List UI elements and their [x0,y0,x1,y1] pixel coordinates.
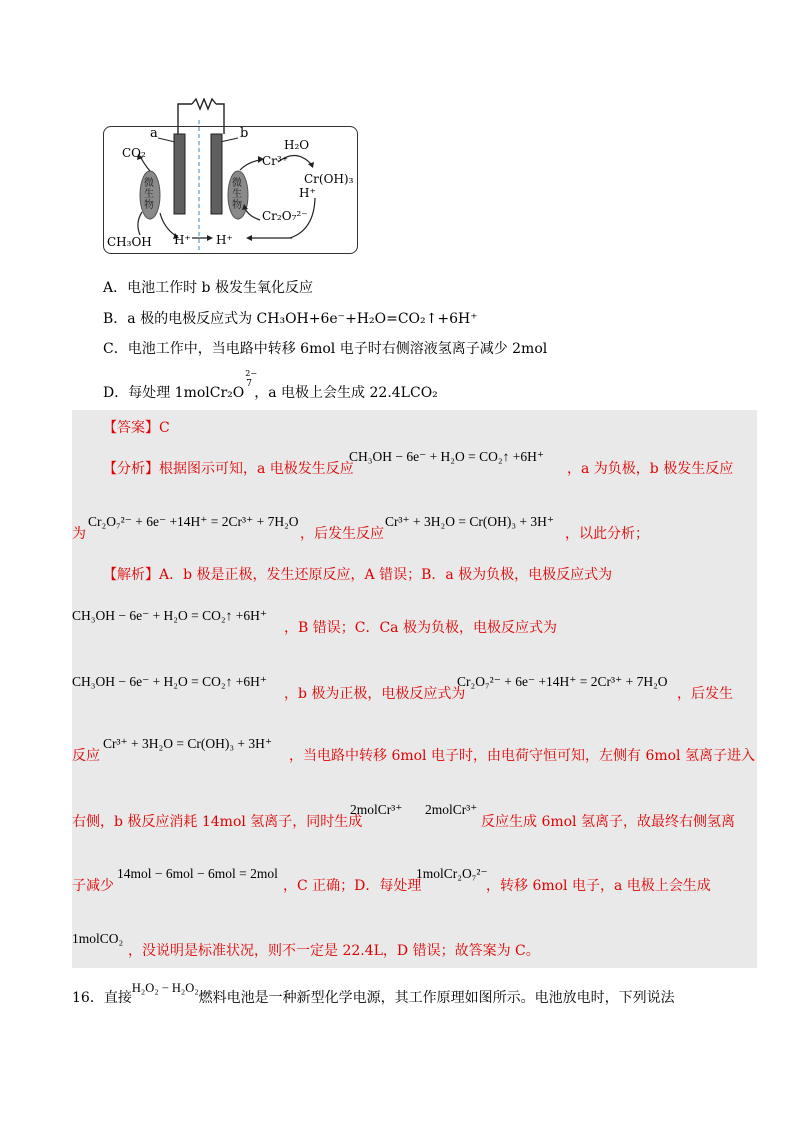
equation-anode-1: CH₃OH − 6e⁻ + H₂O = CO₂↑ +6H⁺ [349,449,544,464]
equation-anode-3: CH₃OH − 6e⁻ + H₂O = CO₂↑ +6H⁺ [72,674,267,689]
equation-cathode-1: Cr₂O₇²⁻ + 6e⁻ +14H⁺ = 2Cr³⁺ + 7H₂O [88,514,299,529]
equation-hydrolysis-2: Cr³⁺ + 3H₂O = Cr(OH)₃ + 3H⁺ [103,736,273,751]
option-d-sub: 7 [246,379,252,389]
analysis-text-1: 根据图示可知，a 电极发生反应 [159,461,354,477]
explain-text-2: ，B 错误；C．Ca 极为负极，电极反应式为 [284,620,557,636]
equation-hydrogen-balance: 14mol − 6mol − 6mol = 2mol [117,866,278,881]
explain-text-11: ，转移 6mol 电子，a 电极上会生成 [486,878,711,894]
explain-tag: 【解析】 [103,567,159,583]
option-d-suffix: ，a 电极上会生成 22.4LCO₂ [254,385,438,401]
q16-formula: H₂O₂ − H₂O₂ [131,981,199,995]
label-cr3: Cr³⁺ [262,154,289,168]
analysis-text-2: ，a 为负极，b 极发生反应 [567,461,734,477]
explain-text-4: ，后发生 [677,686,733,702]
explain-text-1: A．b 极是正极，发生还原反应，A 错误；B．a 极为负极，电极反应式为 [159,567,613,583]
option-d-sup: 2− [245,369,258,378]
analysis-text-5: ，以此分析； [565,526,649,542]
label-croh3: Cr(OH)₃ [304,172,354,186]
equation-hydrolysis-1: Cr³⁺ + 3H₂O = Cr(OH)₃ + 3H⁺ [385,514,555,529]
label-h2o: H₂O [284,138,310,152]
explain-text-12: ，没说明是标准状况，则不一定是 22.4L，D 错误；故答案为 C。 [128,943,540,959]
label-h-plus-right: H⁺ [216,233,233,247]
label-ch3oh: CH₃OH [107,235,152,249]
explain-line-1 [103,565,612,585]
analysis-tag: 【分析】 [103,461,159,477]
analysis-tag-and-text [103,459,354,479]
question-16 [72,981,675,1008]
equation-2molcr-2: 2molCr³⁺ [425,802,478,817]
option-b: B．a 极的电极反应式为 CH₃OH+6e⁻+H₂O=CO₂↑+6H⁺ [103,311,478,327]
explain-text-6: ，当电路中转移 6mol 电子时，由电荷守恒可知，左侧有 6mol 氢离子进入 [289,748,755,764]
q16-prefix: 16．直接 [72,990,132,1006]
option-c: C．电池工作中，当电路中转移 6mol 电子时右侧溶液氢离子减少 2mol [103,341,548,357]
option-a: A．电池工作时 b 极发生氧化反应 [103,280,313,296]
microbe-right-text: 微生物 [232,178,242,211]
equation-2molcr-1: 2molCr³⁺ [350,802,403,817]
equation-anode-2: CH₃OH − 6e⁻ + H₂O = CO₂↑ +6H⁺ [72,608,267,623]
explain-text-10: ，C 正确；D．每处理 [283,878,422,894]
label-electrode-a: a [150,126,158,141]
analysis-text-3: 为 [72,526,86,542]
explain-text-8: 反应生成 6mol 氢离子，故最终右侧氢离 [481,814,735,830]
explain-text-9: 子减少 [72,878,114,894]
option-d-prefix: D．每处理 1molCr₂O [103,385,245,401]
answer-value: C [159,420,170,436]
explain-text-7: 右侧，b 极反应消耗 14mol 氢离子，同时生成 [72,814,363,830]
answer-line [103,418,170,438]
label-co2: CO₂ [122,146,146,160]
label-h-plus-left: H⁺ [174,233,191,247]
label-electrode-b: b [240,126,249,141]
q16-suffix: 燃料电池是一种新型化学电源，其工作原理如图所示。电池放电时，下列说法 [198,990,675,1006]
explain-text-5: 反应 [72,748,100,764]
label-cr2o7: Cr₂O₇²⁻ [262,209,308,223]
analysis-text-4: ，后发生反应 [300,526,384,542]
explain-text-3: ，b 极为正极，电极反应式为 [284,686,466,702]
equation-1molco2: 1molCO₂ [72,931,124,946]
option-d [103,369,438,402]
equation-cathode-2: Cr₂O₇²⁻ + 6e⁻ +14H⁺ = 2Cr³⁺ + 7H₂O [457,674,668,689]
label-h-plus-product: H⁺ [299,186,316,200]
answer-tag: 【答案】 [103,420,159,436]
microbe-left-text: 微生物 [144,178,154,211]
equation-1molcr2o7: 1molCr₂O₇²⁻ [416,866,488,881]
